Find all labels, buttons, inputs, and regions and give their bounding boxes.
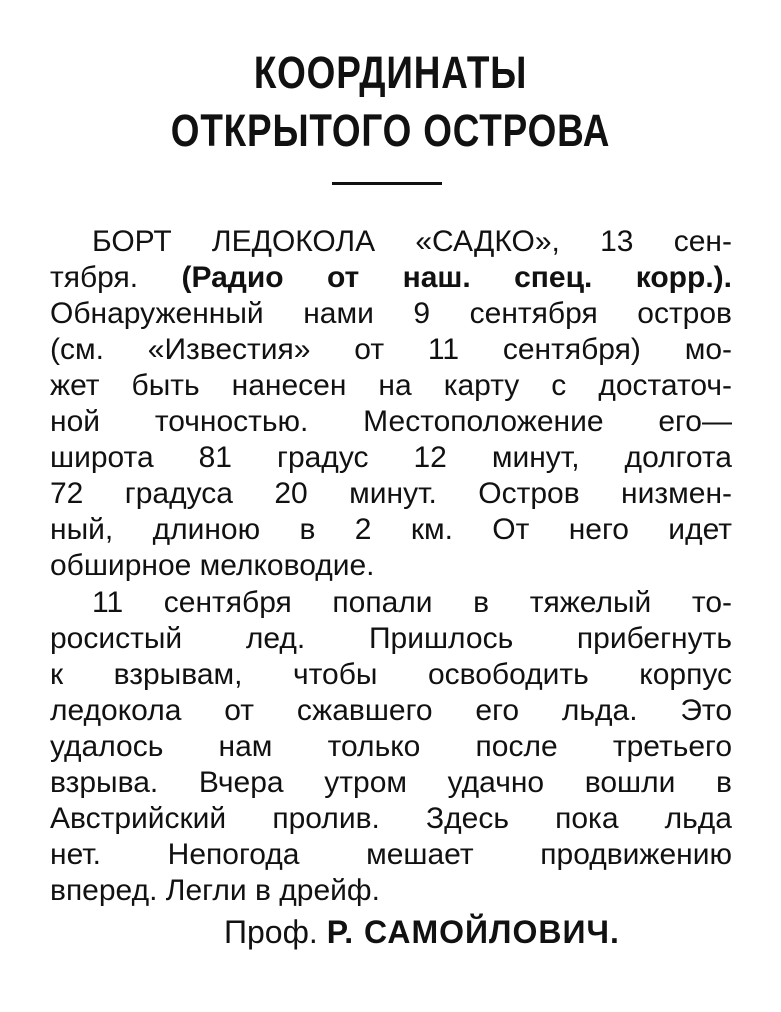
body-line: ледокола от сжавшего его льда. Это xyxy=(50,694,732,727)
body-line: широта 81 градус 12 минут, долгота xyxy=(50,441,732,474)
body-line: к взрывам, чтобы освободить корпус xyxy=(50,658,732,691)
headline-line-2: ОТКРЫТОГО ОСТРОВА xyxy=(170,105,611,156)
source-credit: (Радио от наш. спец. корр.). xyxy=(181,261,732,294)
source-line xyxy=(50,260,732,296)
body-line: Австрийский пролив. Здесь пока льда xyxy=(50,802,732,835)
body-line: жет быть нанесен на карту с достаточ- xyxy=(50,369,732,402)
title-divider xyxy=(332,182,442,185)
body-line: нет. Непогода мешает продвижению xyxy=(50,838,732,871)
headline-line-1: КООРДИНАТЫ xyxy=(253,47,528,98)
body-line: взрыва. Вчера утром удачно вошли в xyxy=(50,766,732,799)
body-line: обширное мелководие. xyxy=(50,549,375,582)
author-signature xyxy=(224,912,620,952)
author-title: Проф. xyxy=(224,914,318,950)
body-line: вперед. Легли в дрейф. xyxy=(50,874,380,907)
body-line: ной точностью. Местоположение его— xyxy=(50,405,732,438)
body-line: (см. «Известия» от 11 сентября) мо- xyxy=(50,333,732,366)
body-line: ный, длиною в 2 км. От него идет xyxy=(50,513,732,546)
body-line: росистый лед. Пришлось прибегнуть xyxy=(50,622,732,655)
body-line: удалось нам только после третьего xyxy=(50,730,732,763)
body-line: 72 градуса 20 минут. Остров низмен- xyxy=(50,477,732,510)
body-line: Обнаруженный нами 9 сентября остров xyxy=(50,297,732,330)
source-line-prefix: тября. xyxy=(50,261,139,294)
dateline: БОРТ ЛЕДОКОЛА «САДКО», 13 сен- xyxy=(92,225,732,258)
author-name: Р. САМОЙЛОВИЧ. xyxy=(326,914,620,950)
body-line: 11 сентября попали в тяжелый то- xyxy=(92,586,732,619)
